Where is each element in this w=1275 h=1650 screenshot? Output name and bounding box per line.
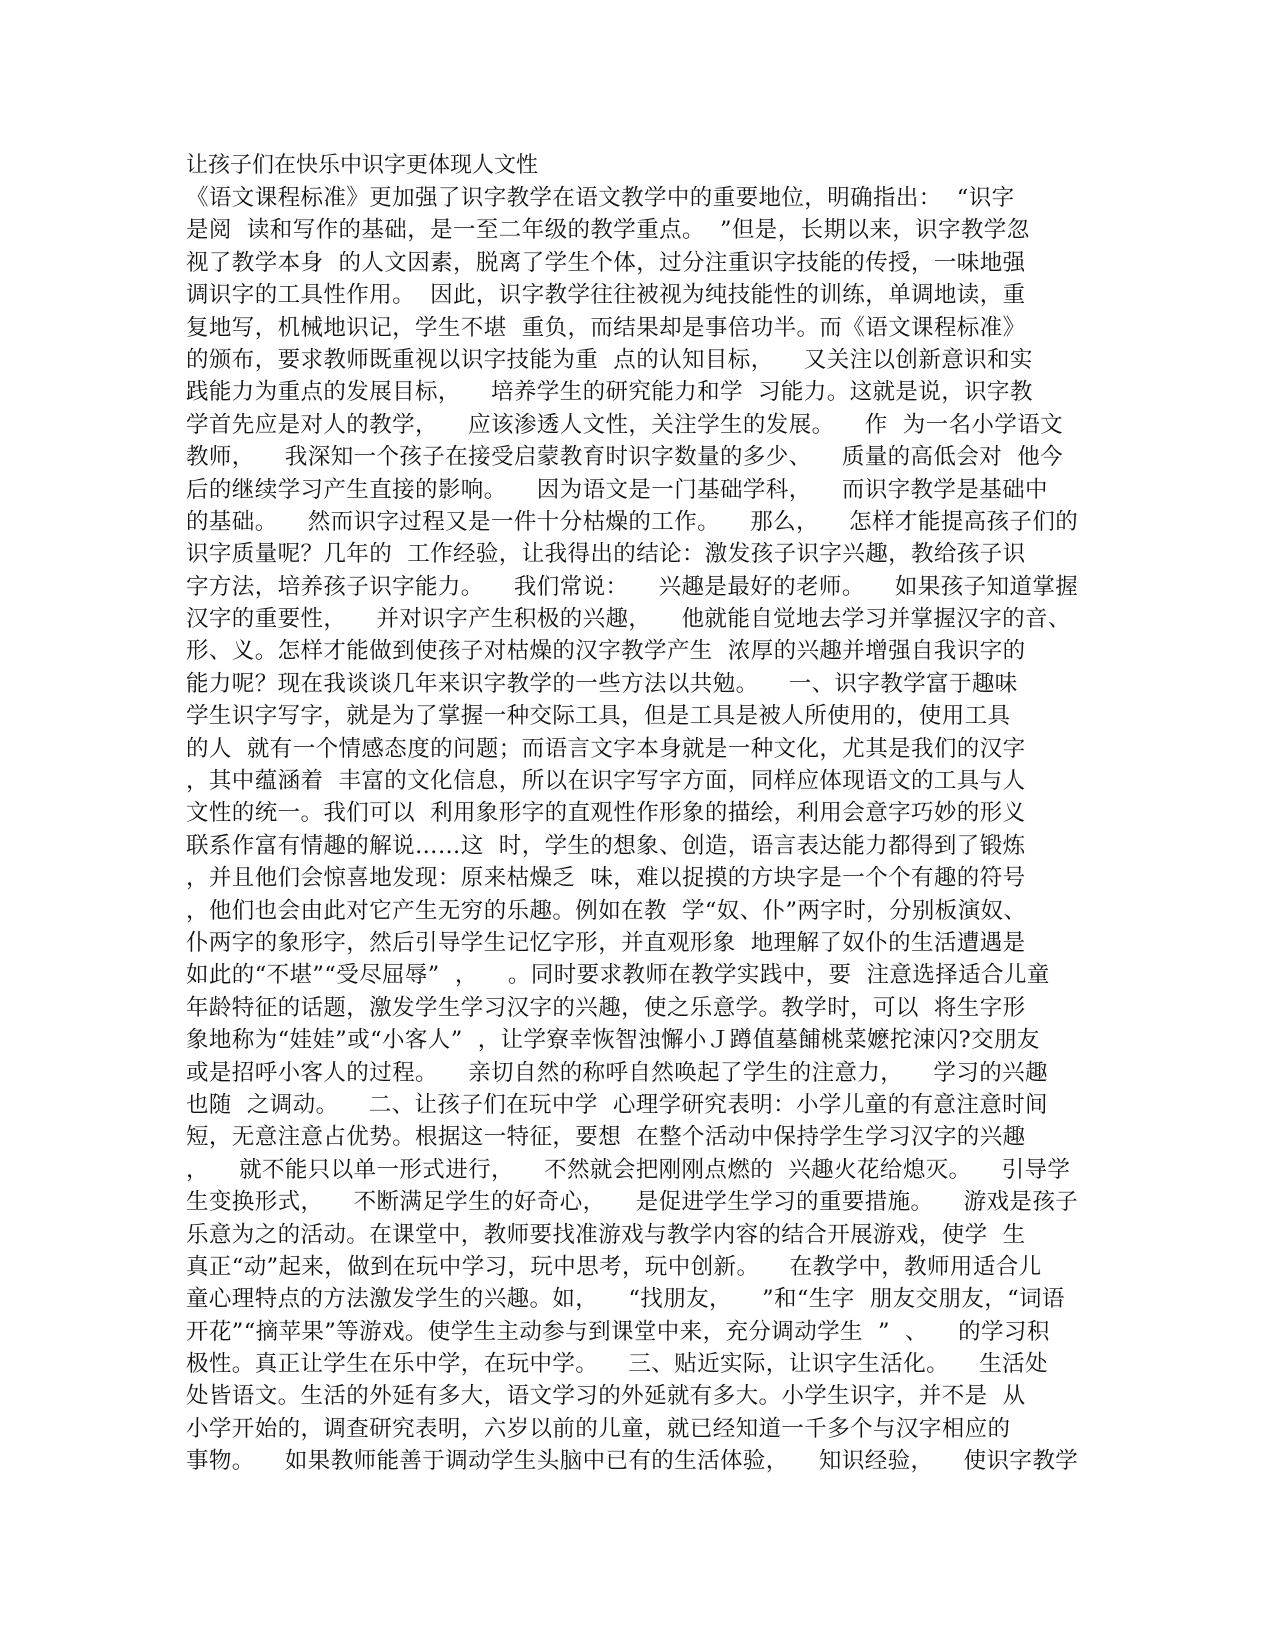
text-line: 也随 之调动。 二、让孩子们在玩中学 心理学研究表明：小学儿童的有意注意时间 bbox=[186, 1091, 1048, 1118]
text-line: 开花”“摘苹果”等游戏。使学生主动参与到课堂中来，充分调动学生 ” 、 的学习积 bbox=[186, 1318, 1050, 1345]
text-line: 识字质量呢？几年的 工作经验，让我得出的结论：激发孩子识字兴趣，教给孩子识 bbox=[186, 541, 1026, 568]
text-line: 形、义。怎样才能做到使孩子对枯燥的汉字教学产生 浓厚的兴趣并增强自我识字的 bbox=[186, 638, 1026, 665]
text-line: 践能力为重点的发展目标， 培养学生的研究能力和学 习能力。这就是说，识字教 bbox=[186, 379, 1033, 406]
text-line: 仆两字的象形字，然后引导学生记忆字形，并直观形象 地理解了奴仆的生活遭遇是 bbox=[186, 929, 1026, 956]
document-title: 让孩子们在快乐中识字更体现人文性 bbox=[186, 153, 539, 178]
text-line: ，并且他们会惊喜地发现：原来枯燥乏 味，难以捉摸的方块字是一个个有趣的符号 bbox=[186, 865, 1026, 892]
text-line: 《语文课程标准》更加强了识字教学在语文教学中的重要地位，明确指出： “识字 bbox=[186, 185, 1015, 211]
text-line: 乐意为之的活动。在课堂中，教师要找准游戏与教学内容的结合开展游戏，使学 生 bbox=[186, 1221, 1026, 1248]
text-line: 学生识字写字，就是为了掌握一种交际工具，但是工具是被人所使用的，使用工具 bbox=[186, 703, 1011, 730]
text-line: 复地写，机械地识记，学生不堪 重负，而结果却是事倍功半。而《语文课程标准》 bbox=[186, 314, 1026, 341]
text-line: 汉字的重要性， 并对识字产生积极的兴趣， 他就能自觉地去学习并掌握汉字的音、 bbox=[186, 606, 1071, 633]
text-line: 象地称为“娃娃”或“小客人” ，让学寮幸恢智浊懈小Ｊ蹲值墓餔桃菜嬷拕涑闪?交朋友 bbox=[186, 1027, 1040, 1054]
text-line: 小学开始的，调查研究表明，六岁以前的儿童，就已经知道一千多个与汉字相应的 bbox=[186, 1415, 1011, 1442]
text-line: 极性。真正让学生在乐中学，在玩中学。 三、贴近实际，让识字生活化。 生活处 bbox=[186, 1351, 1048, 1378]
text-line: 学首先应是对人的教学， 应该渗透人文性，关注学生的发展。 作 为一名小学语文 bbox=[186, 411, 1064, 438]
text-line: 调识字的工具性作用。 因此，识字教学往往被视为纯技能性的训练，单调地读，重 bbox=[186, 282, 1026, 309]
text-line: 或是招呼小客人的过程。 亲切自然的称呼自然唤起了学生的注意力， 学习的兴趣 bbox=[186, 1059, 1048, 1086]
text-line: 教师， 我深知一个孩子在接受启蒙教育时识字数量的多少、 质量的高低会对 他今 bbox=[186, 444, 1064, 471]
text-line: 童心理特点的方法激发学生的兴趣。如， “找朋友， ”和“生字 朋友交朋友，“词语 bbox=[186, 1286, 1065, 1313]
document-text bbox=[186, 182, 1091, 1478]
text-line: ，他们也会由此对它产生无穷的乐趣。例如在教 学“奴、仆”两字时，分别板演奴、 bbox=[186, 897, 1027, 924]
text-line: 文性的统一。我们可以 利用象形字的直观性作形象的描绘，利用会意字巧妙的形义 bbox=[186, 800, 1026, 827]
text-line: 是阅 读和写作的基础，是一至二年级的教学重点。 ”但是，长期以来，识字教学忽 bbox=[186, 217, 1030, 244]
text-line: 能力呢？现在我谈谈几年来识字教学的一些方法以共勉。 一、识字教学富于趣味 bbox=[186, 670, 1018, 697]
text-line: 如此的“不堪”“受尽屈辱” ， 。同时要求教师在教学实践中，要 注意选择适合儿童 bbox=[186, 962, 1050, 989]
text-line: ， 就不能只以单一形式进行， 不然就会把刚刚点燃的 兴趣火花给熄灭。 引导学 bbox=[186, 1156, 1071, 1183]
text-line: 的人 就有一个情感态度的问题；而语言文字本身就是一种文化，尤其是我们的汉字 bbox=[186, 735, 1026, 762]
text-line: 年龄特征的话题，激发学生学习汉字的兴趣，使之乐意学。教学时，可以 将生字形 bbox=[186, 994, 1026, 1021]
text-line: 视了教学本身 的人文因素，脱离了学生个体，过分注重识字技能的传授，一味地强 bbox=[186, 249, 1026, 276]
text-line: ，其中蕴涵着 丰富的文化信息，所以在识字写字方面，同样应体现语文的工具与人 bbox=[186, 768, 1026, 795]
text-line: 短，无意注意占优势。根据这一特征，要想 在整个活动中保持学生学习汉字的兴趣 bbox=[186, 1124, 1026, 1151]
text-line: 的基础。 然而识字过程又是一件十分枯燥的工作。 那么， 怎样才能提高孩子们的 bbox=[186, 508, 1079, 535]
text-line: 事物。 如果教师能善于调动学生头脑中已有的生活体验， 知识经验， 使识字教学 bbox=[186, 1448, 1079, 1475]
text-line: 后的继续学习产生直接的影响。 因为语文是一门基础学科， 而识字教学是基础中 bbox=[186, 476, 1048, 503]
document-body bbox=[186, 150, 1091, 1478]
text-line: 字方法，培养孩子识字能力。 我们常说： 兴趣是最好的老师。 如果孩子知道掌握 bbox=[186, 573, 1079, 600]
text-line: 处皆语文。生活的外延有多大，语文学习的外延就有多大。小学生识字，并不是 从 bbox=[186, 1383, 1026, 1410]
text-line: 联系作富有情趣的解说……这 时，学生的想象、创造，语言表达能力都得到了锻炼 bbox=[186, 832, 1026, 859]
text-line: 的颁布，要求教师既重视以识字技能为重 点的认知目标， 又关注以创新意识和实 bbox=[186, 346, 1033, 373]
text-line: 真正“动”起来，做到在玩中学习，玩中思考，玩中创新。 在教学中，教师用适合儿 bbox=[186, 1253, 1042, 1280]
text-line: 生变换形式， 不断满足学生的好奇心， 是促进学生学习的重要措施。 游戏是孩子 bbox=[186, 1189, 1079, 1216]
